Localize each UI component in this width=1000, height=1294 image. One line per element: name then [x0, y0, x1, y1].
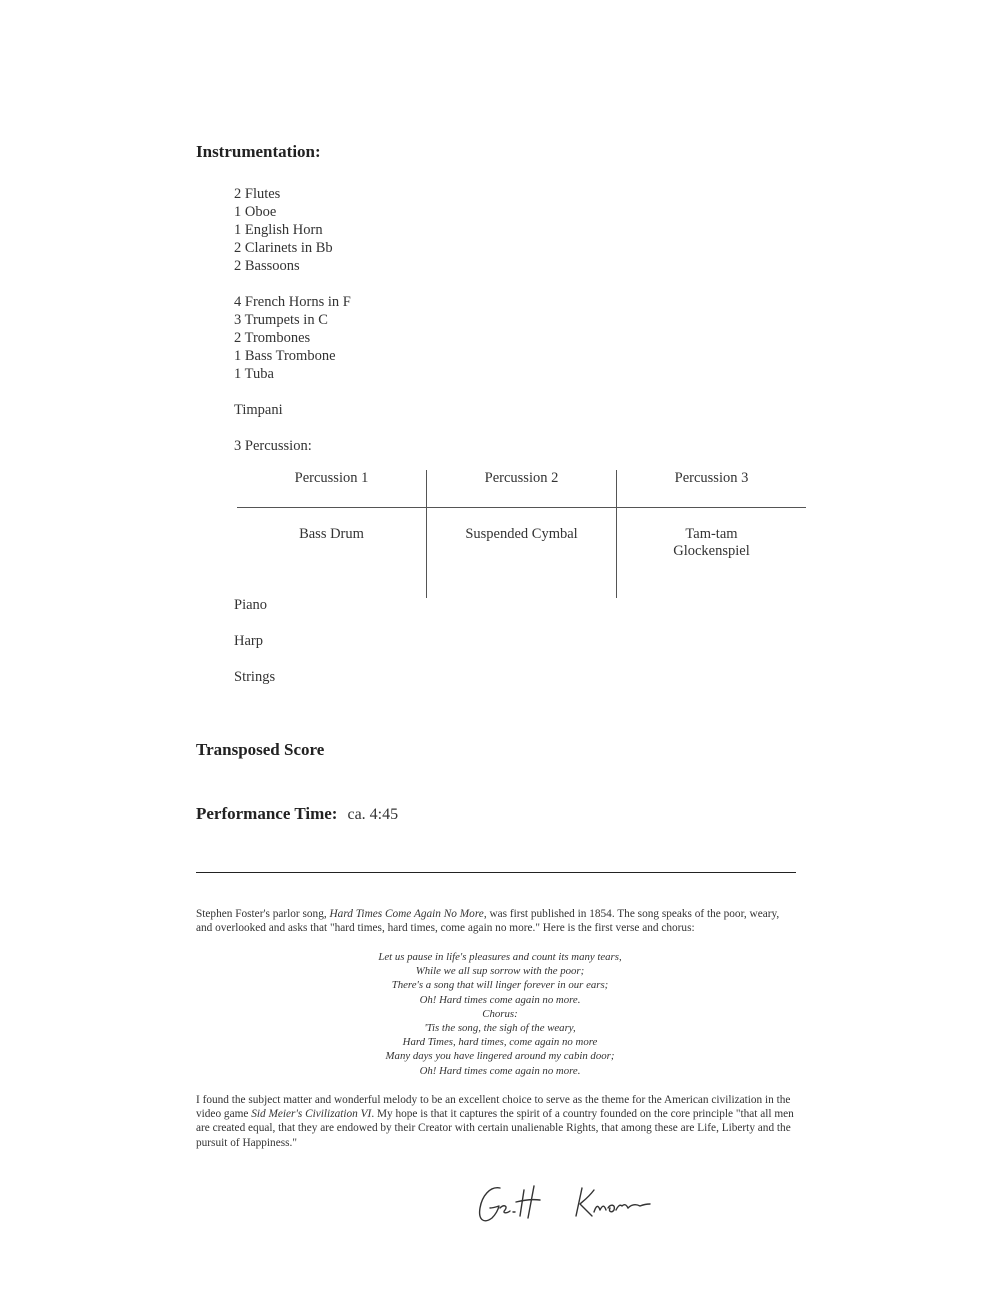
instrument-list-lower: [234, 596, 275, 686]
instrument-item: 1 Bass Trombone: [234, 348, 336, 364]
signature-image: [470, 1180, 670, 1230]
verse-line: Many days you have lingered around my cabin door;: [385, 1050, 615, 1063]
performance-time-label: Performance Time:: [196, 804, 338, 823]
instrument-item: 1 Oboe: [234, 204, 277, 220]
intro-text: , was first published in 1854. The song speaks of the poor, weary, and overlooked and asks that "hard times, hard times, come again no more." Here is the first verse and chorus:: [196, 908, 780, 935]
program-note-closing: [196, 1093, 796, 1150]
performance-time-value: ca. 4:45: [347, 806, 399, 823]
instrumentation-heading: Instrumentation:: [196, 142, 321, 161]
verse-line: Let us pause in life's pleasures and count its many tears,: [378, 951, 622, 963]
transposed-score-heading: Transposed Score: [196, 740, 325, 759]
instrument-item: Timpani: [234, 402, 283, 418]
song-title: Hard Times Come Again No More: [329, 908, 484, 920]
instrument-list: [234, 185, 351, 455]
percussion-instrument: Suspended Cymbal: [465, 526, 578, 542]
instrument-item: 4 French Horns in F: [234, 294, 351, 310]
verse-line: Hard Times, hard times, come again no more: [402, 1036, 598, 1049]
percussion-header: Percussion 3: [617, 470, 807, 508]
verse-line: Oh! Hard times come again no more.: [419, 1064, 581, 1077]
verse-line: There's a song that will linger forever in our ears;: [391, 979, 609, 992]
percussion-header: Percussion 2: [427, 470, 617, 508]
program-note-intro: [196, 907, 796, 935]
closing-text: I found the subject matter and wonderful melody to be an excellent choice to serve as the theme for the American civilization in the video game: [196, 1094, 791, 1121]
instrument-item: Strings: [234, 669, 276, 685]
percussion-cell: [427, 508, 617, 599]
divider: [196, 872, 796, 873]
instrument-item: Piano: [234, 597, 268, 613]
percussion-cell: [237, 508, 427, 599]
verse-line: While we all sup sorrow with the poor;: [415, 965, 585, 978]
instrument-item: 2 Trombones: [234, 330, 311, 346]
instrument-item: 1 Tuba: [234, 366, 274, 382]
instrument-item: 2 Clarinets in Bb: [234, 240, 333, 256]
percussion-instrument: Bass Drum: [299, 526, 364, 542]
intro-text: Stephen Foster's parlor song,: [196, 908, 330, 920]
performance-time: [196, 804, 398, 824]
percussion-label: 3 Percussion:: [234, 438, 312, 454]
percussion-header: Percussion 1: [237, 470, 427, 508]
percussion-instrument: Glockenspiel: [673, 543, 750, 559]
instrument-item: 3 Trumpets in C: [234, 312, 328, 328]
percussion-table: [237, 470, 806, 598]
instrument-item: 2 Bassoons: [234, 258, 300, 274]
verse-block: [200, 950, 800, 1078]
chorus-label: Chorus:: [482, 1007, 518, 1020]
instrument-item: Harp: [234, 633, 263, 649]
verse-line: Oh! Hard times come again no more.: [419, 993, 581, 1006]
percussion-cell: [617, 508, 807, 599]
verse-line: 'Tis the song, the sigh of the weary,: [424, 1022, 576, 1035]
closing-text: . My hope is that it captures the spirit of a country founded on the core principle "that all men are created equal, that they are endowed by their Creator with certain unalienable Rights, that among these are Life, Liberty and the pursuit of Happiness.": [196, 1108, 794, 1149]
game-title: Sid Meier's Civilization VI: [251, 1108, 372, 1121]
instrument-item: 1 English Horn: [234, 222, 323, 238]
percussion-instrument: Tam-tam: [685, 526, 738, 542]
instrument-item: 2 Flutes: [234, 186, 281, 202]
